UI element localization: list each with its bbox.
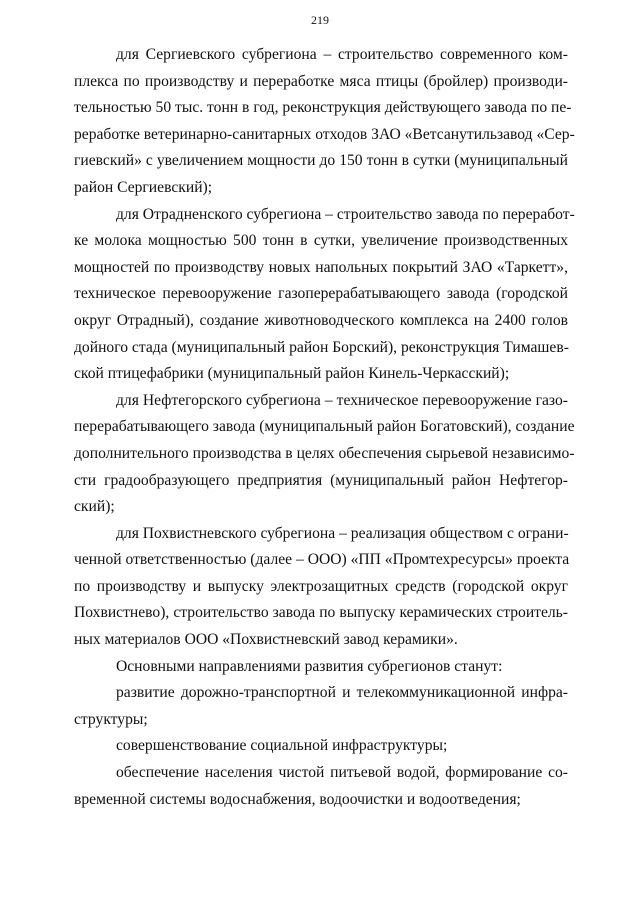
- text-line: для Нефтегорского субрегиона – техническое перевооружение газо-: [116, 391, 568, 409]
- text-line: структуры;: [74, 710, 148, 728]
- text-line: Похвистнево), строительство завода по выпуску керамических строитель-: [74, 604, 568, 622]
- text-line: округ Отрадный), создание животноводческого комплекса на 2400 голов: [74, 311, 568, 329]
- text-line: гиевский» с увеличением мощности до 150 тонн в сутки (муниципальный: [74, 152, 568, 170]
- page-number: 219: [311, 13, 329, 27]
- text-line: плекса по производству и переработке мяса птицы (бройлер) производи-: [74, 72, 568, 90]
- text-line: для Отрадненского субрегиона – строительство завода по переработ-: [116, 205, 575, 223]
- text-line: дойного стада (муниципальный район Борский), реконструкция Тимашев-: [74, 338, 569, 356]
- text-line: район Сергиевский);: [74, 178, 213, 196]
- text-line: перерабатывающего завода (муниципальный район Богатовский), создание: [74, 418, 575, 436]
- text-line: развитие дорожно-транспортной и телекоммуникационной инфра-: [116, 684, 568, 702]
- text-line: тельностью 50 тыс. тонн в год, реконструкция действующего завода по пе-: [74, 99, 572, 117]
- text-line: ской птицефабрики (муниципальный район Кинель-Черкасский);: [74, 365, 510, 383]
- paragraph: [74, 760, 568, 813]
- paragraph: [74, 521, 568, 654]
- document-body: [74, 42, 575, 813]
- text-line: ке молока мощностью 500 тонн в сутки, увеличение производственных: [74, 232, 568, 250]
- text-line: Основными направлениями развития субрегионов станут:: [116, 657, 503, 675]
- paragraph: [74, 42, 575, 202]
- text-line: техническое перевооружение газоперерабатывающего завода (городской: [74, 285, 568, 303]
- text-line: ский);: [74, 498, 115, 516]
- text-line: совершенствование социальной инфраструктуры;: [116, 737, 448, 755]
- paragraph: [74, 680, 568, 733]
- text-line: мощностей по производству новых напольных покрытий ЗАО «Таркетт»,: [74, 258, 568, 276]
- text-line: для Похвистневского субрегиона – реализация обществом с ограни-: [116, 524, 569, 542]
- text-line: сти градообразующего предприятия (муниципальный район Нефтегор-: [74, 471, 568, 489]
- text-line: обеспечение населения чистой питьевой водой, формирование со-: [116, 764, 568, 782]
- paragraph: [74, 388, 575, 521]
- text-line: ченной ответственностью (далее – ООО) «ПП «Промтехресурсы» проекта: [74, 551, 570, 569]
- text-line: временной системы водоснабжения, водоочистки и водоотведения;: [74, 790, 521, 808]
- text-line: для Сергиевского субрегиона – строительство современного ком-: [116, 46, 568, 63]
- paragraph: [74, 733, 568, 760]
- paragraph: [74, 654, 568, 681]
- text-line: реработке ветеринарно-санитарных отходов ЗАО «Ветсанутильзавод «Сер-: [74, 125, 575, 143]
- text-line: дополнительного производства в целях обеспечения сырьевой независимо-: [74, 444, 575, 462]
- text-line: по производству и выпуску электрозащитных средств (городской округ: [74, 577, 568, 595]
- paragraph: [74, 202, 575, 388]
- text-line: ных материалов ООО «Похвистневский завод керамики».: [74, 631, 458, 649]
